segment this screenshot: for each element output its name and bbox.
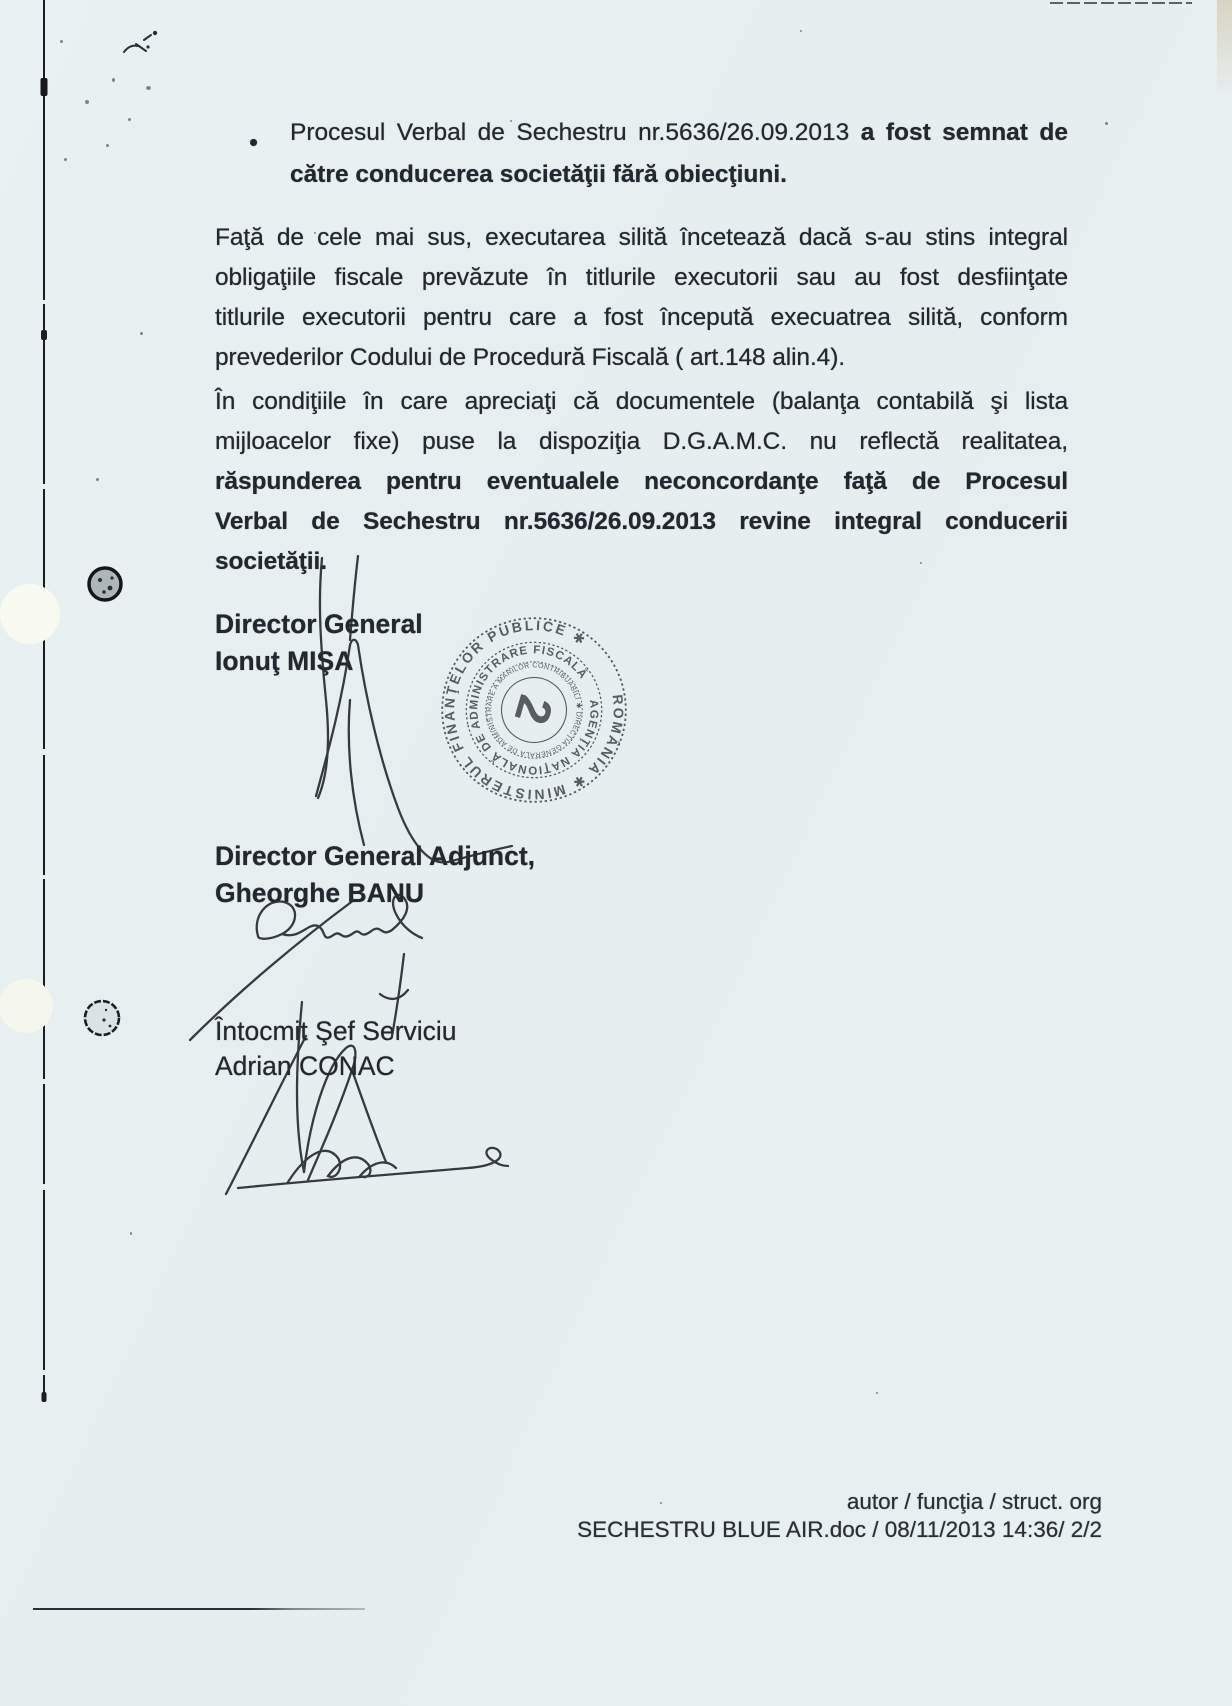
ring-mark-bottom bbox=[85, 1001, 119, 1035]
scan-bottom-line-artifact bbox=[33, 1608, 365, 1610]
signatory-title: Director General bbox=[215, 609, 423, 639]
footer bbox=[577, 1488, 1102, 1544]
signature-block-director-general-adjunct bbox=[215, 838, 535, 912]
handwritten-mark bbox=[124, 31, 157, 52]
scan-left-vertical-line bbox=[41, 0, 48, 1402]
ring-mark-top bbox=[89, 568, 121, 600]
stamp-center-number: 2 bbox=[503, 689, 563, 731]
stamp-middle-ring-text: AGENŢIA NAŢIONALĂ DE ADMINISTRARE FISCALĂ bbox=[468, 644, 600, 776]
footer-file-line: SECHESTRU BLUE AIR.doc / 08/11/2013 14:36/ 2/2 bbox=[577, 1517, 1102, 1542]
official-stamp bbox=[432, 608, 636, 812]
bullet-marker: • bbox=[249, 127, 259, 157]
footer-author-line: autor / funcţia / struct. org bbox=[846, 1489, 1102, 1514]
signatory-name: Gheorghe BANU bbox=[215, 878, 425, 908]
scan-edge-tint bbox=[1217, 0, 1232, 110]
paragraph-liability: În condiţiile în care apreciaţi că documentele (balanţa contabilă şi lista mijloacelor fixe) puse la dispoziţia D.G.A.M.C. nu reflectă realitatea, răspunderea pentru eventualele neconcordanţe faţă de Procesul Verbal de Sechestru nr.5636/26.09.2013 revine integral conducerii societăţii. bbox=[215, 388, 1068, 575]
stamp-outer-ring-text: ROMÂNIA ✱ MINISTERUL FINANŢELOR PUBLICE ✱ bbox=[441, 617, 627, 803]
signatory-title: Întocmit Şef Serviciu bbox=[215, 1016, 457, 1046]
signatory-title: Director General Adjunct, bbox=[215, 841, 536, 871]
signatory-name: Ionuţ MIŞA bbox=[215, 646, 354, 676]
bullet-line-2: către conducerea societăţii fără obiecţiuni. bbox=[290, 161, 787, 188]
bullet-item bbox=[215, 112, 1068, 196]
bullet-line-1: Procesul Verbal de Sechestru nr.5636/26.09.2013 a fost semnat de bbox=[290, 119, 1068, 146]
signature-block-sef-serviciu bbox=[215, 1014, 457, 1084]
scan-top-dashed-line bbox=[1050, 2, 1192, 4]
stamp-inner-ring-text: ✱ DIRECŢIA GENERALĂ DE ADMINISTRARE A MARILOR CONTRIBUABILI bbox=[486, 662, 582, 758]
punch-hole-top bbox=[0, 584, 60, 644]
signatory-name: Adrian CONAC bbox=[215, 1051, 395, 1081]
paragraph-execution: Faţă de cele mai sus, executarea silită încetează dacă s-au stins integral obligaţiile fiscale prevăzute în titlurile executorii sau au fost desfiinţate titlurile executorii pentru care a fost începută execuatrea silită, conform prevederilor Codului de Procedură Fiscală ( art.148 alin.4). bbox=[215, 224, 1068, 371]
signature-block-director-general bbox=[215, 606, 423, 680]
punch-hole-bottom bbox=[0, 979, 53, 1033]
